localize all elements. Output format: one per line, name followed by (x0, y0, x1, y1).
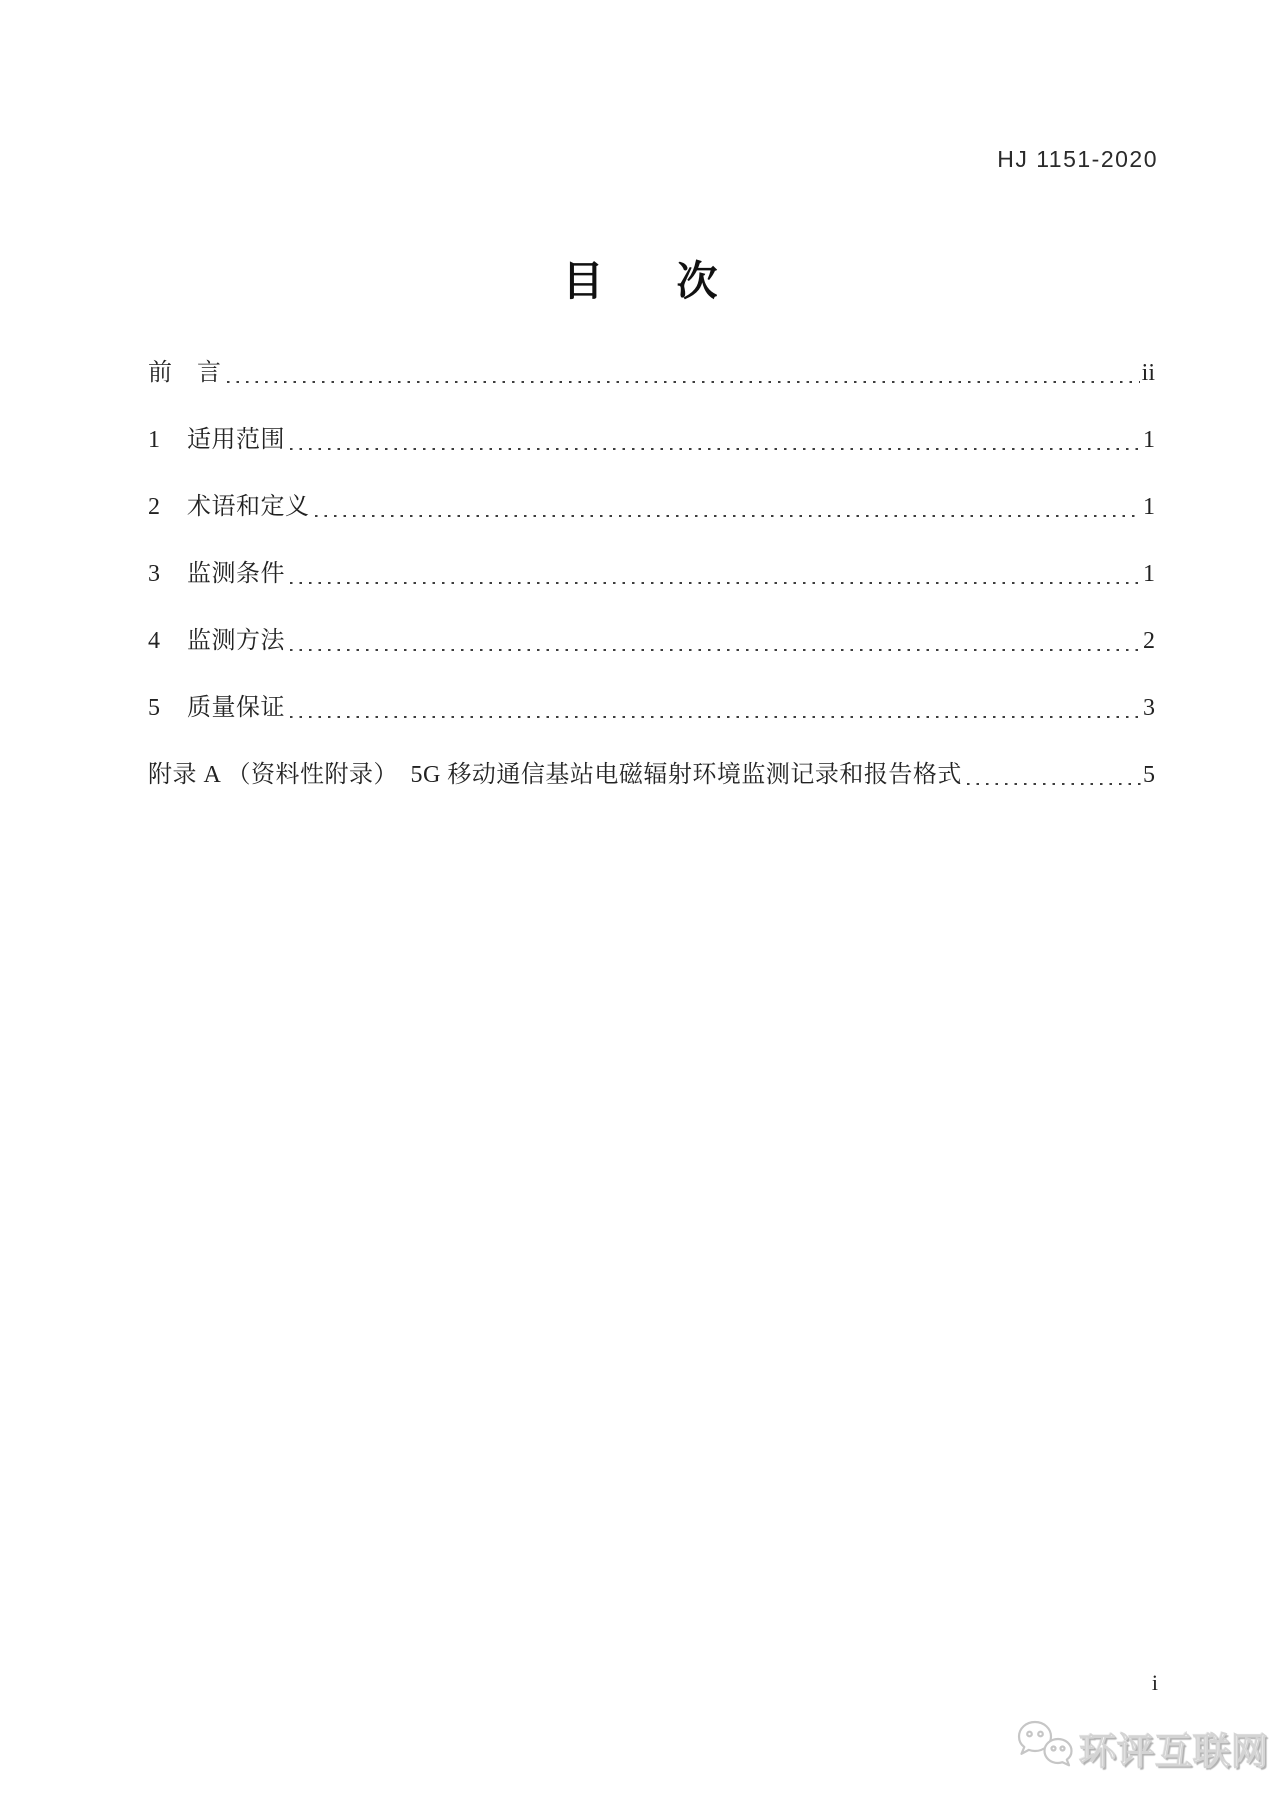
toc-entry-page: 3 (1143, 695, 1155, 721)
toc-entry-page: 1 (1143, 561, 1155, 587)
dot-leader (290, 649, 1141, 652)
dot-leader (290, 448, 1141, 451)
toc-entry-label: 适用范围 (187, 427, 285, 453)
doc-number: HJ 1151-2020 (997, 146, 1158, 172)
toc-entry-5-quality (148, 695, 1155, 722)
watermark (1014, 1716, 1269, 1779)
toc-entry-4-methods (148, 628, 1155, 655)
toc-entry-label: 前 言 (148, 360, 222, 386)
page-title: 目 次 (562, 258, 734, 304)
dot-leader (315, 515, 1142, 518)
toc-entry-page: ii (1141, 360, 1155, 386)
chat-bubbles-icon (1014, 1716, 1076, 1779)
toc-entry-1-scope (148, 427, 1155, 454)
toc-entry-page: 2 (1143, 628, 1155, 654)
dot-leader (290, 582, 1141, 585)
watermark-text: 环评互联网 (1079, 1730, 1269, 1772)
page-number: i (1151, 1670, 1158, 1695)
toc-entry-label: 监测方法 (187, 628, 285, 654)
toc-entry-label: 术语和定义 (187, 494, 310, 520)
toc-entry-number: 3 (148, 561, 160, 587)
toc-entry-page: 1 (1143, 494, 1155, 520)
dot-leader (227, 381, 1140, 384)
dot-leader (290, 716, 1141, 719)
toc-entry-number: 1 (148, 427, 160, 453)
toc-entry-2-terms (148, 494, 1155, 521)
toc-entry-page: 1 (1143, 427, 1155, 453)
dot-leader (967, 783, 1141, 786)
toc-entry-appendix-a (148, 762, 1155, 789)
toc-entry-label: 监测条件 (187, 561, 285, 587)
toc-entry-page: 5 (1143, 762, 1155, 788)
toc-entry-label: 质量保证 (187, 695, 285, 721)
toc-entry-label: 附录 A （资料性附录） 5G 移动通信基站电磁辐射环境监测记录和报告格式 (148, 762, 962, 788)
toc-entry-3-conditions (148, 561, 1155, 588)
toc-entry-number: 5 (148, 695, 160, 721)
toc-entry-foreword (148, 360, 1155, 387)
toc-entry-number: 4 (148, 628, 160, 654)
table-of-contents (148, 360, 1155, 829)
toc-entry-number: 2 (148, 494, 160, 520)
